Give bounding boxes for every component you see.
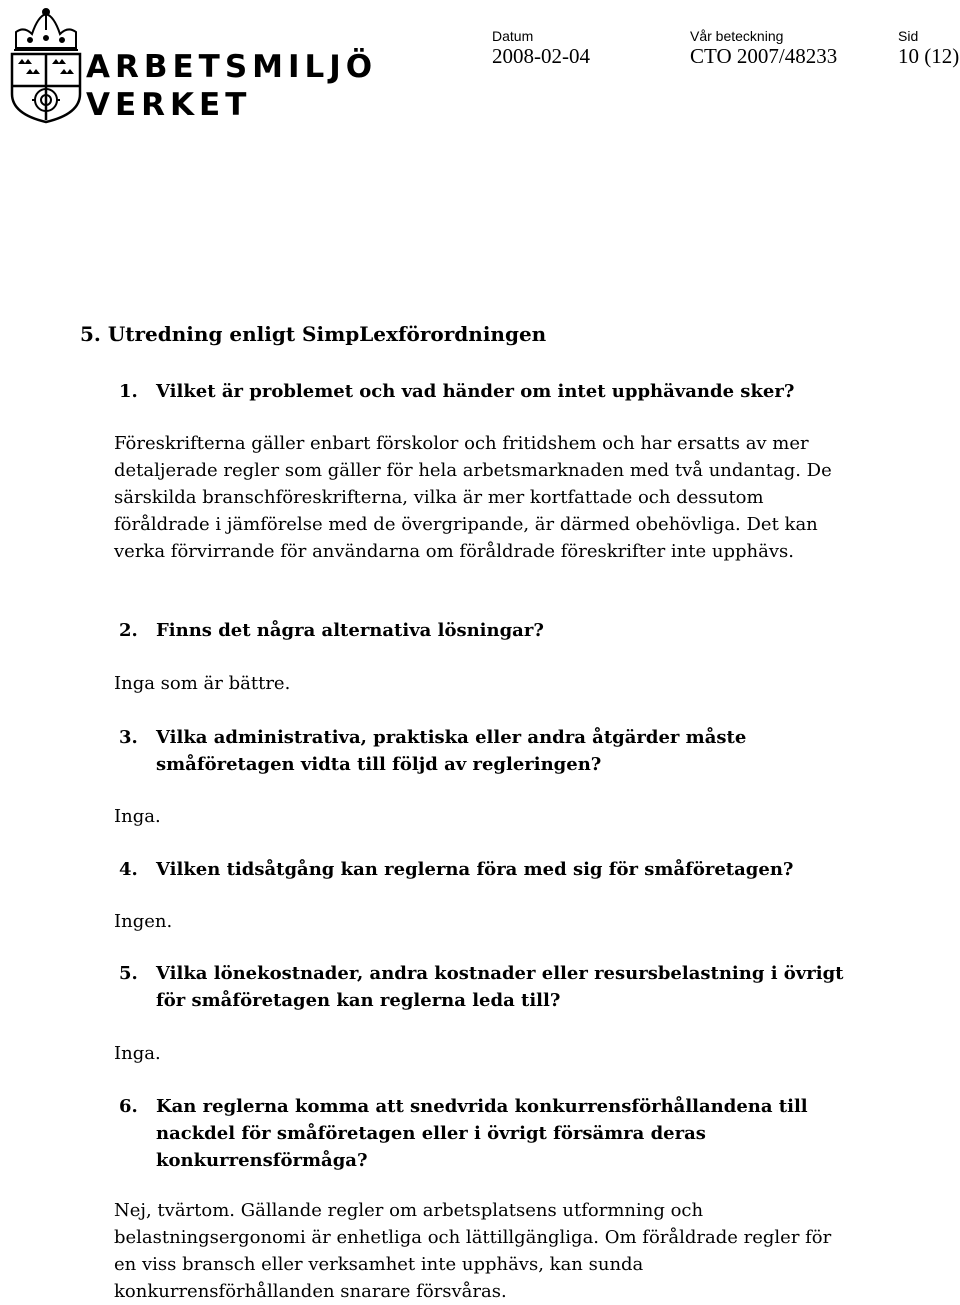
question-text: Vilken tidsåtgång kan reglerna föra med sig för småföretagen? <box>156 859 794 880</box>
crown-icon <box>14 9 78 50</box>
date-label: Datum <box>492 28 534 44</box>
answer-6: Nej, tvärtom. Gällande regler om arbetsplatsens utformning och belastningsergonomi är enhetliga och lättillgängliga. Om föråldrade regler för en viss bransch eller verksamhet inte upphävs, kan sunda konkurrensförhållanden snarare försvåras. <box>114 1200 832 1302</box>
question-6 <box>119 1093 819 1174</box>
reference-value: CTO 2007/48233 <box>690 44 838 68</box>
page-number: 10 (12) <box>898 44 960 68</box>
question-text: Vilka lönekostnader, andra kostnader eller resursbelastning i övrigt för småföretagen kan reglerna leda till? <box>156 963 844 1011</box>
question-number: 4. <box>119 859 138 880</box>
question-number: 5. <box>119 963 138 984</box>
shield-icon <box>12 54 80 122</box>
question-1 <box>119 378 879 405</box>
question-number: 2. <box>119 620 138 641</box>
answer-1: Föreskrifterna gäller enbart förskolor och fritidshem och har ersatts av mer detaljerade regler som gäller för hela arbetsmarknaden med två undantag. De särskilda branschföreskrifterna, vilka är mer kortfattade och dessutom föråldrade i jämförelse med de övergripande, är därmed obehövliga. Det kan verka förvirrande för användarna om föråldrade föreskrifter inte upphävs. <box>114 433 832 562</box>
answer-3: Inga. <box>114 806 161 827</box>
question-text: Kan reglerna komma att snedvrida konkurrensförhållandena till nackdel för småföretagen eller i övrigt försämra deras konkurrensförmåga? <box>156 1096 808 1171</box>
section-title: 5. Utredning enligt SimpLexförordningen <box>80 322 547 346</box>
question-text: Finns det några alternativa lösningar? <box>156 620 544 641</box>
question-2 <box>119 617 879 644</box>
question-text: Vilket är problemet och vad händer om intet upphävande sker? <box>156 381 795 402</box>
question-number: 1. <box>119 381 138 402</box>
question-number: 3. <box>119 727 138 748</box>
answer-5: Inga. <box>114 1043 161 1064</box>
answer-4: Ingen. <box>114 911 173 932</box>
logo-wordmark-line1: ARBETSMILJÖ <box>86 49 378 85</box>
page-label: Sid <box>898 28 919 44</box>
question-text: Vilka administrativa, praktiska eller andra åtgärder måste småföretagen vidta till följd av regleringen? <box>156 727 747 775</box>
question-3 <box>119 724 759 778</box>
reference-label: Vår beteckning <box>690 28 784 44</box>
question-number: 6. <box>119 1096 138 1117</box>
question-4 <box>119 856 879 883</box>
answer-2: Inga som är bättre. <box>114 673 291 694</box>
logo-wordmark-line2: VERKET <box>86 87 252 123</box>
question-5 <box>119 960 849 1014</box>
date-value: 2008-02-04 <box>492 44 590 68</box>
